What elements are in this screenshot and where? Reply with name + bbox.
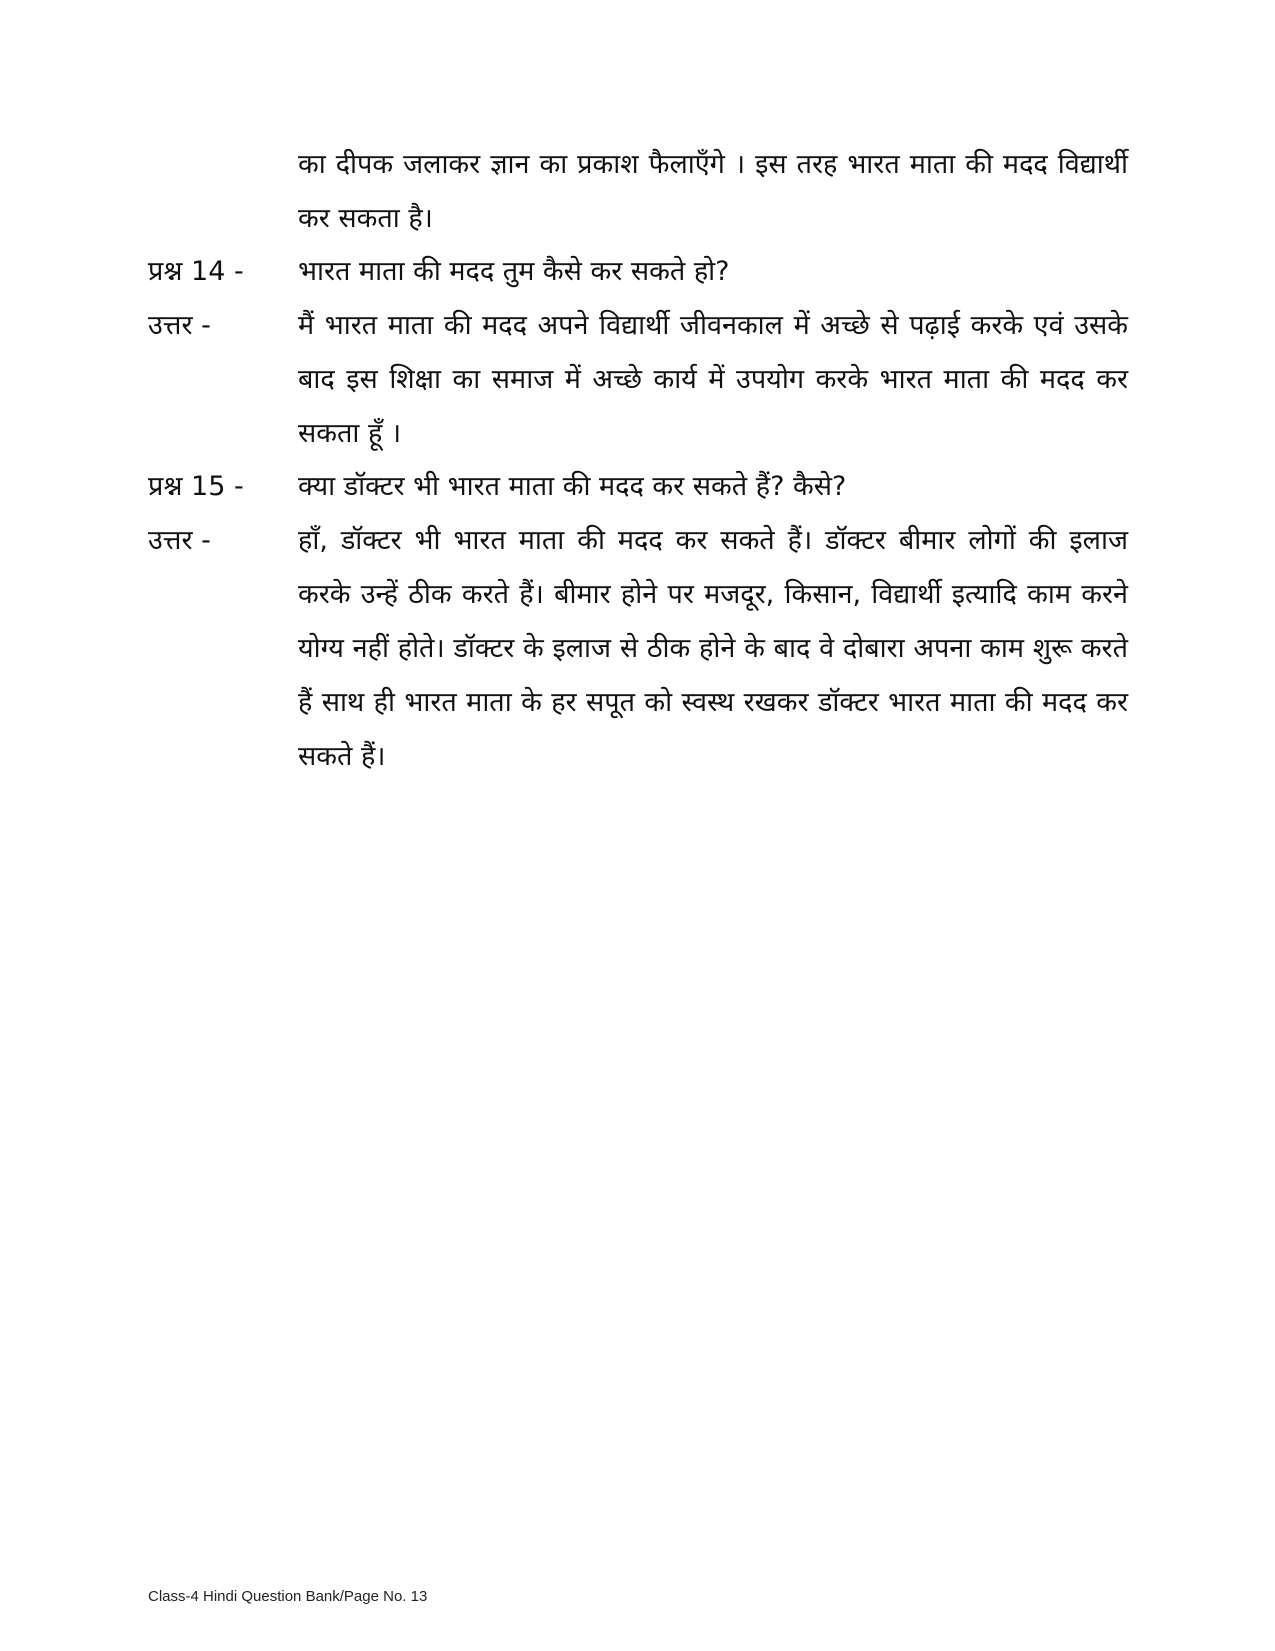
question-15-text: क्या डॉक्टर भी भारत माता की मदद कर सकते हैं? कैसे? <box>298 471 847 502</box>
question-15-label: प्रश्न 15 - <box>148 471 244 502</box>
answer-15 <box>148 514 1128 784</box>
continuation-block <box>148 138 1128 246</box>
question-14-label: प्रश्न 14 - <box>148 256 244 287</box>
answer-15-label: उत्तर - <box>148 525 211 556</box>
question-14 <box>148 245 1128 299</box>
continuation-paragraph: का दीपक जलाकर ज्ञान का प्रकाश फैलाएँगे । इस तरह भारत माता की मदद विद्यार्थी कर सकता है। <box>298 149 1128 234</box>
answer-14 <box>148 299 1128 461</box>
answer-14-text: मैं भारत माता की मदद अपने विद्यार्थी जीवनकाल में अच्छे से पढ़ाई करके एवं उसके बाद इस शिक्षा का समाज में अच्छे कार्य में उपयोग करके भारत माता की मदद कर सकता हूँ । <box>298 310 1128 449</box>
answer-14-label: उत्तर - <box>148 310 211 341</box>
page-footer: Class-4 Hindi Question Bank/Page No. 13 <box>148 1588 428 1605</box>
question-15 <box>148 460 1128 514</box>
answer-15-text: हाँ, डॉक्टर भी भारत माता की मदद कर सकते हैं। डॉक्टर बीमार लोगों की इलाज करके उन्हें ठीक करते हैं। बीमार होने पर मजदूर, किसान, विद्यार्थी इत्यादि काम करने योग्य नहीं होते। डॉक्टर के इलाज से ठीक होने के बाद वे दोबारा अपना काम शुरू करते हैं साथ ही भारत माता के हर सपूत को स्वस्थ रखकर डॉक्टर भारत माता की मदद कर सकते हैं। <box>298 525 1128 772</box>
question-14-text: भारत माता की मदद तुम कैसे कर सकते हो? <box>298 256 730 287</box>
